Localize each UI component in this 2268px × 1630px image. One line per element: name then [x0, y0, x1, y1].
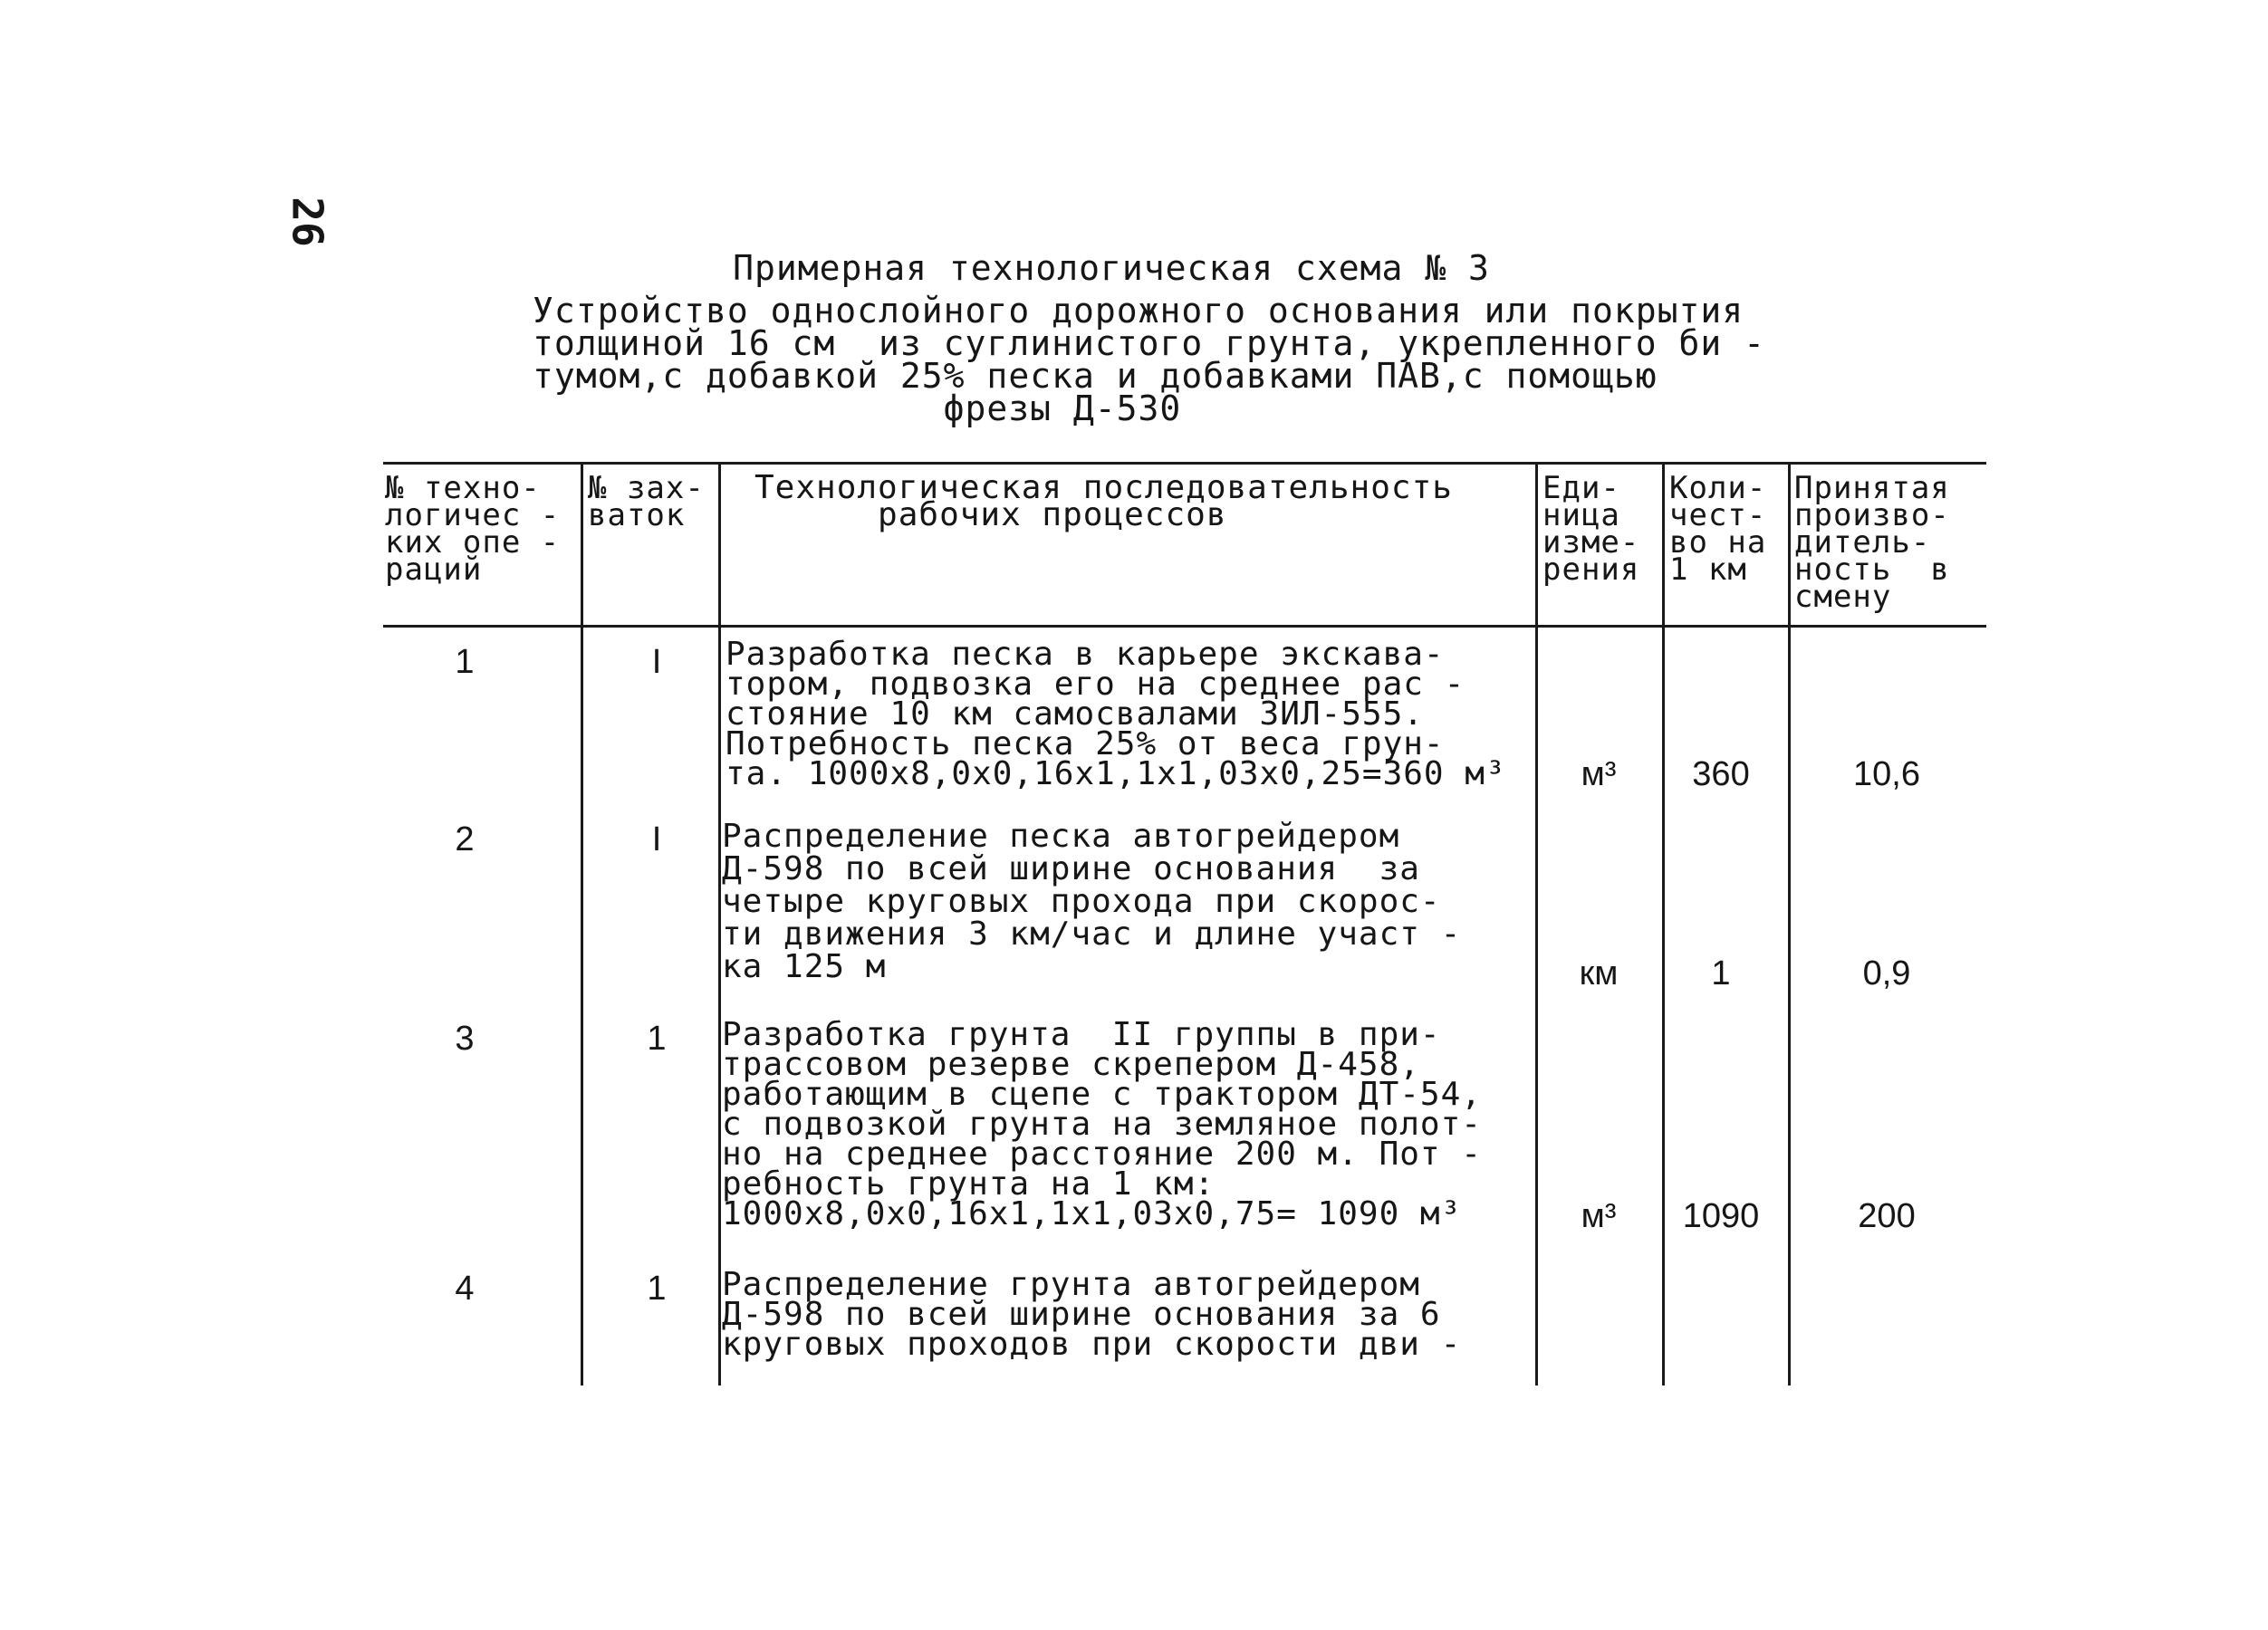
- header-process: Технологическая последовательность рабочих процессов: [754, 469, 1453, 533]
- col-divider: [1788, 462, 1791, 1386]
- row-unit: м³: [1581, 755, 1617, 793]
- row-quantity: 1090: [1682, 1197, 1760, 1235]
- row-quantity: 360: [1692, 755, 1750, 793]
- subtitle-line: фрезы Д-530: [943, 388, 1182, 428]
- row-process: Разработка песка в карьере экскава- тором, подвозка его на среднее рас - стояние 10 км самосвалами ЗИЛ-555. Потребность песка 25% от веса грун- та. 1000х8,0х0,16х1,1х1,03х0,25=360 м³: [726, 636, 1506, 792]
- row-op-number: 1: [455, 643, 475, 681]
- row-op-number: 3: [455, 1020, 475, 1058]
- row-op-number: 2: [455, 820, 475, 858]
- row-grips: I: [651, 643, 662, 681]
- row-process: Распределение песка автогрейдером Д-598 по всей ширине основания за четыре круговых прохода при скорос- ти движения 3 км/час и длине участ - ка 125 м: [722, 818, 1462, 985]
- row-process: Распределение грунта автогрейдером Д-598 по всей ширине основания за 6 круговых проходов при скорости дви -: [722, 1266, 1462, 1363]
- subtitle-line: Устройство однослойного дорожного основания или покрытия: [533, 291, 1744, 331]
- row-productivity: 200: [1858, 1197, 1916, 1235]
- subtitle-line: толщиной 16 см из суглинистого грунта, укрепленного би -: [533, 323, 1766, 363]
- subtitle-line: тумом,с добавкой 25% песка и добавками ПАВ,с помощью: [533, 356, 1658, 396]
- process-table: [383, 462, 1986, 1386]
- header-op-number: № техно- логичес - ких опе - раций: [385, 470, 561, 588]
- row-productivity: 10,6: [1853, 755, 1920, 793]
- col-divider: [581, 462, 583, 1386]
- row-grips: 1: [647, 1020, 667, 1058]
- header-grips: № зах- ваток: [588, 470, 705, 533]
- row-productivity: 0,9: [1862, 954, 1911, 992]
- row-grips: 1: [647, 1270, 667, 1308]
- row-op-number: 4: [455, 1270, 475, 1308]
- col-divider: [1535, 462, 1538, 1386]
- row-unit: м³: [1581, 1197, 1617, 1235]
- header-unit: Еди- ница изме- рения: [1542, 470, 1640, 588]
- header-productivity: Принятая произво- дитель- ность в смену: [1794, 470, 1950, 615]
- row-process: Разработка грунта II группы в при- трассовом резерве скрепером Д-458, работающим в сцепе с трактором ДТ-54, с подвозкой грунта на земляное полот- но на среднее расстояние 200 м. Пот - ребность грунта на 1 км: 1000х8,0х0,16х1,1х1,03х0,75= 1090 м³: [722, 1016, 1482, 1232]
- row-grips: I: [651, 820, 662, 858]
- header-quantity: Коли- чест- во на 1 км: [1669, 470, 1767, 588]
- col-divider: [1662, 462, 1665, 1386]
- row-quantity: 1: [1711, 954, 1731, 992]
- row-unit: км: [1579, 954, 1619, 992]
- table-header-rule: [383, 625, 1986, 628]
- page-title: Примерная технологическая схема № 3: [733, 248, 1490, 288]
- subtitle: [533, 291, 1783, 428]
- col-divider: [718, 462, 721, 1386]
- page-number: 26: [283, 197, 332, 247]
- table-top-rule: [383, 462, 1986, 465]
